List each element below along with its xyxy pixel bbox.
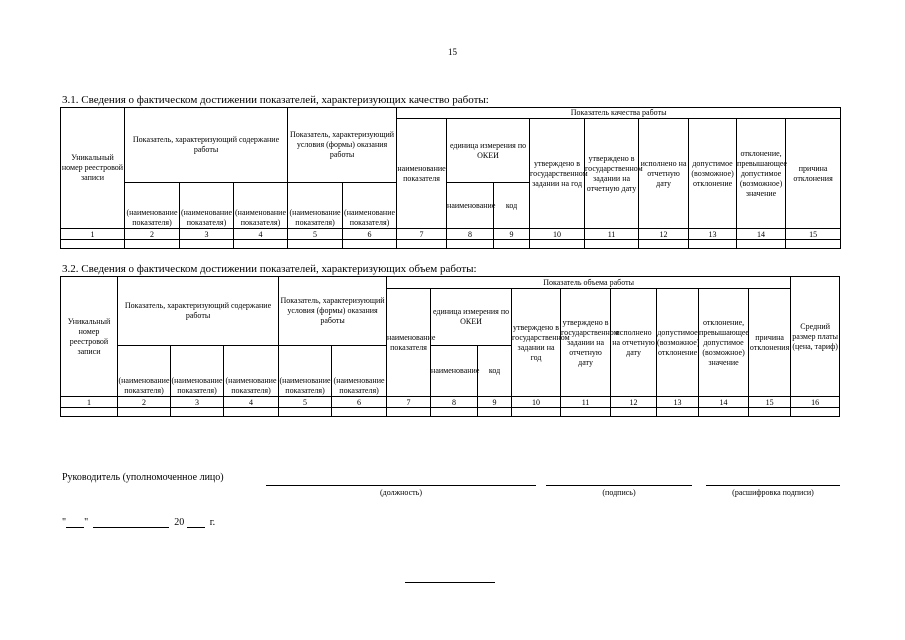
content-indicator-header: Показатель, характеризующий содержание работы (118, 277, 279, 346)
column-number: 1 (61, 397, 118, 408)
blank-cell[interactable] (279, 408, 332, 417)
blank-cell[interactable] (749, 408, 791, 417)
reason-header: причина отклонения (786, 119, 841, 229)
approved-year-header: утверждено в государственном задании на год (530, 119, 585, 229)
approved-year-header: утверждено в государственном задании на год (512, 289, 561, 397)
sub-name-cell: (наименование показателя) (332, 346, 387, 397)
sub-name-cell: (наименование показателя) (118, 346, 171, 397)
column-number: 12 (611, 397, 657, 408)
unique-number-header: Уникальный номер реестровой записи (61, 277, 118, 397)
column-number: 5 (288, 229, 343, 240)
content-indicator-header: Показатель, характеризующий содержание работы (125, 108, 288, 183)
column-number: 15 (786, 229, 841, 240)
column-number: 7 (397, 229, 447, 240)
blank-cell[interactable] (786, 240, 841, 249)
column-number: 8 (431, 397, 478, 408)
blank-cell[interactable] (561, 408, 611, 417)
column-number: 16 (791, 397, 840, 408)
unit-measure-header: единица измерения по ОКЕИ (447, 119, 530, 183)
blank-cell[interactable] (585, 240, 639, 249)
column-number: 11 (585, 229, 639, 240)
blank-cell[interactable] (737, 240, 786, 249)
blank-cell[interactable] (699, 408, 749, 417)
blank-cell[interactable] (397, 240, 447, 249)
blank-cell[interactable] (343, 240, 397, 249)
naming-indicator-header: наименование показателя (397, 119, 447, 229)
month-field[interactable] (93, 516, 169, 528)
column-number: 9 (494, 229, 530, 240)
unit-code-header: код (494, 183, 530, 229)
column-number: 9 (478, 397, 512, 408)
blank-cell[interactable] (639, 240, 689, 249)
year-field[interactable] (187, 516, 205, 528)
column-number: 2 (125, 229, 180, 240)
blank-cell[interactable] (332, 408, 387, 417)
fulfilled-header: исполнено на отчетную дату (639, 119, 689, 229)
fulfilled-header: исполнено на отчетную дату (611, 289, 657, 397)
allowed-deviation-header: допустимое (возможное) отклонение (657, 289, 699, 397)
sub-name-cell: (наименование показателя) (224, 346, 279, 397)
column-number: 6 (343, 229, 397, 240)
sub-name-cell: (наименование показателя) (234, 183, 288, 229)
blank-cell[interactable] (61, 408, 118, 417)
blank-cell[interactable] (512, 408, 561, 417)
blank-cell[interactable] (478, 408, 512, 417)
blank-cell[interactable] (791, 408, 840, 417)
blank-cell[interactable] (224, 408, 279, 417)
blank-cell[interactable] (494, 240, 530, 249)
conditions-indicator-header: Показатель, характеризующий условия (формы) оказания работы (279, 277, 387, 346)
date-open-quote: " (62, 517, 67, 528)
date-close-quote: " (84, 517, 89, 528)
volume-table (60, 276, 840, 417)
unit-name-header: наименование (447, 183, 494, 229)
quality-table (60, 107, 841, 249)
column-number: 4 (224, 397, 279, 408)
blank-cell[interactable] (387, 408, 431, 417)
signature-caption: (подпись) (602, 488, 636, 497)
volume-group-header: Показатель объема работы (387, 277, 791, 289)
blank-cell[interactable] (234, 240, 288, 249)
signature-line[interactable] (546, 485, 692, 486)
day-field[interactable] (66, 516, 84, 528)
column-number: 13 (657, 397, 699, 408)
approved-period-header: утверждено в государственном задании на отчетную дату (585, 119, 639, 229)
column-number: 5 (279, 397, 332, 408)
reason-header: причина отклонения (749, 289, 791, 397)
blank-cell[interactable] (447, 240, 494, 249)
column-number: 7 (387, 397, 431, 408)
blank-cell[interactable] (288, 240, 343, 249)
unit-measure-header: единица измерения по ОКЕИ (431, 289, 512, 346)
position-caption: (должность) (380, 488, 422, 497)
sub-name-cell: (наименование показателя) (180, 183, 234, 229)
column-number: 14 (737, 229, 786, 240)
excess-deviation-header: отклонение, превышающее допустимое (возможное) значение (737, 119, 786, 229)
avg-fee-header: Средний размер платы (цена, тариф) (791, 277, 840, 397)
column-number: 2 (118, 397, 171, 408)
column-number: 8 (447, 229, 494, 240)
unit-code-header: код (478, 346, 512, 397)
column-number: 12 (639, 229, 689, 240)
blank-cell[interactable] (611, 408, 657, 417)
column-number: 10 (512, 397, 561, 408)
signature-label: Руководитель (уполномоченное лицо) (62, 472, 224, 483)
year-prefix: 20 (174, 517, 185, 528)
section1-heading: 3.1. Сведения о фактическом достижении показателей, характеризующих качество работы: (62, 94, 489, 106)
blank-cell[interactable] (61, 240, 125, 249)
column-number: 14 (699, 397, 749, 408)
column-number: 6 (332, 397, 387, 408)
sub-name-cell: (наименование показателя) (279, 346, 332, 397)
column-number: 13 (689, 229, 737, 240)
approved-period-header: утверждено в государственном задании на отчетную дату (561, 289, 611, 397)
column-number: 4 (234, 229, 288, 240)
column-number: 1 (61, 229, 125, 240)
blank-cell[interactable] (118, 408, 171, 417)
section2-heading: 3.2. Сведения о фактическом достижении показателей, характеризующих объем работы: (62, 263, 477, 275)
sub-name-cell: (наименование показателя) (171, 346, 224, 397)
sub-name-cell: (наименование показателя) (125, 183, 180, 229)
sub-name-cell: (наименование показателя) (343, 183, 397, 229)
naming-indicator-header: наименование показателя (387, 289, 431, 397)
column-number: 15 (749, 397, 791, 408)
blank-cell[interactable] (125, 240, 180, 249)
sub-name-cell: (наименование показателя) (288, 183, 343, 229)
unit-name-header: наименование (431, 346, 478, 397)
decode-caption: (расшифровка подписи) (732, 488, 814, 497)
page-number: 15 (448, 47, 457, 57)
unique-number-header: Уникальный номер реестровой записи (61, 108, 125, 229)
blank-cell[interactable] (689, 240, 737, 249)
conditions-indicator-header: Показатель, характеризующий условия (формы) оказания работы (288, 108, 397, 183)
blank-cell[interactable] (530, 240, 585, 249)
excess-deviation-header: отклонение, превышающее допустимое (возможное) значение (699, 289, 749, 397)
year-suffix: г. (209, 517, 216, 528)
date-line (62, 516, 215, 528)
footer-divider (405, 582, 495, 583)
blank-cell[interactable] (431, 408, 478, 417)
position-line[interactable] (266, 485, 536, 486)
quality-group-header: Показатель качества работы (397, 108, 841, 119)
column-number: 10 (530, 229, 585, 240)
decode-line[interactable] (706, 485, 840, 486)
allowed-deviation-header: допустимое (возможное) отклонение (689, 119, 737, 229)
column-number: 3 (180, 229, 234, 240)
column-number: 11 (561, 397, 611, 408)
blank-cell[interactable] (171, 408, 224, 417)
blank-cell[interactable] (657, 408, 699, 417)
blank-cell[interactable] (180, 240, 234, 249)
column-number: 3 (171, 397, 224, 408)
